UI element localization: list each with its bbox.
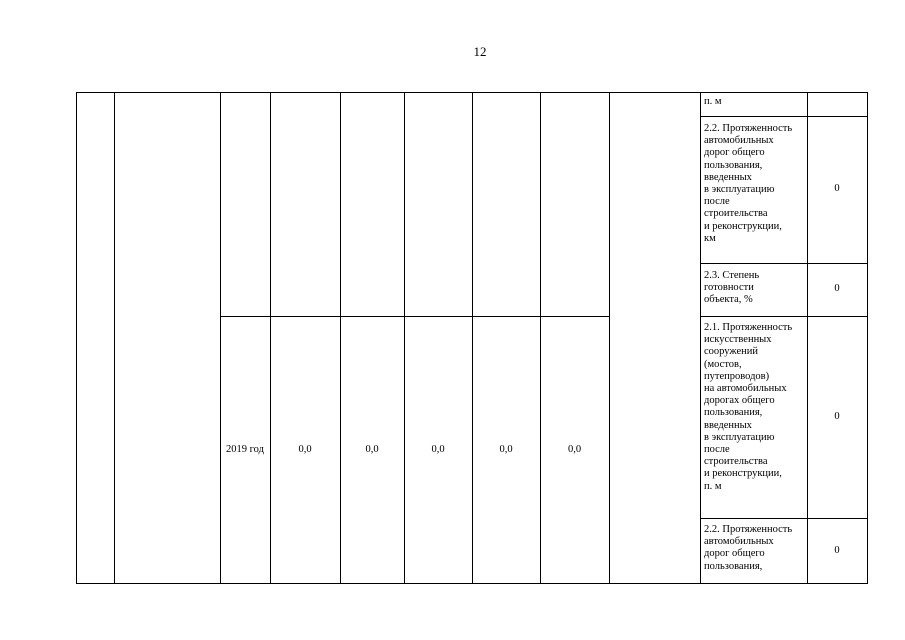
table-border-right <box>867 92 868 584</box>
year-label: 2019 год <box>226 444 264 455</box>
indicator-value: 0 <box>834 545 840 556</box>
indicator-text: 2.3. Степень готовности объекта, % <box>704 270 760 306</box>
row-divider <box>700 316 868 317</box>
column-divider <box>609 92 610 584</box>
column-divider <box>540 92 541 584</box>
column-divider <box>114 92 115 584</box>
column-divider <box>270 92 271 584</box>
table-border-top <box>76 92 868 93</box>
amount-cell: 0,0 <box>499 444 513 455</box>
indicator-text: 2.1. Протяженность искусственных сооружений (мостов, путепроводов) на автомобильных дорогах общего пользования, введенных в эксплуатацию после строительства и реконструкции, п. м <box>704 322 793 492</box>
column-divider <box>472 92 473 584</box>
amount-cell: 0,0 <box>431 444 445 455</box>
column-divider <box>220 92 221 584</box>
indicator-value: 0 <box>834 183 840 194</box>
indicator-value: 0 <box>834 283 840 294</box>
table-border-bottom <box>76 583 868 584</box>
column-divider <box>340 92 341 584</box>
page-number: 12 <box>473 44 487 59</box>
indicator-value: 0 <box>834 411 840 422</box>
column-divider <box>404 92 405 584</box>
indicator-text: 2.2. Протяженность автомобильных дорог общего пользования, введенных в эксплуатацию после строительства и реконструкции, км <box>704 123 793 244</box>
indicator-text: п. м <box>704 96 722 107</box>
row-divider <box>700 263 868 264</box>
column-divider <box>807 92 808 584</box>
data-table <box>76 92 868 584</box>
indicator-text: 2.2. Протяженность автомобильных дорог общего пользования, <box>704 524 793 572</box>
amount-cell: 0,0 <box>298 444 312 455</box>
amount-cell: 0,0 <box>567 444 582 455</box>
column-divider <box>700 92 701 584</box>
row-divider <box>700 518 868 519</box>
amount-cell: 0,0 <box>365 444 379 455</box>
row-divider <box>700 116 868 117</box>
table-border-left <box>76 92 77 584</box>
year-block-divider <box>220 316 609 317</box>
